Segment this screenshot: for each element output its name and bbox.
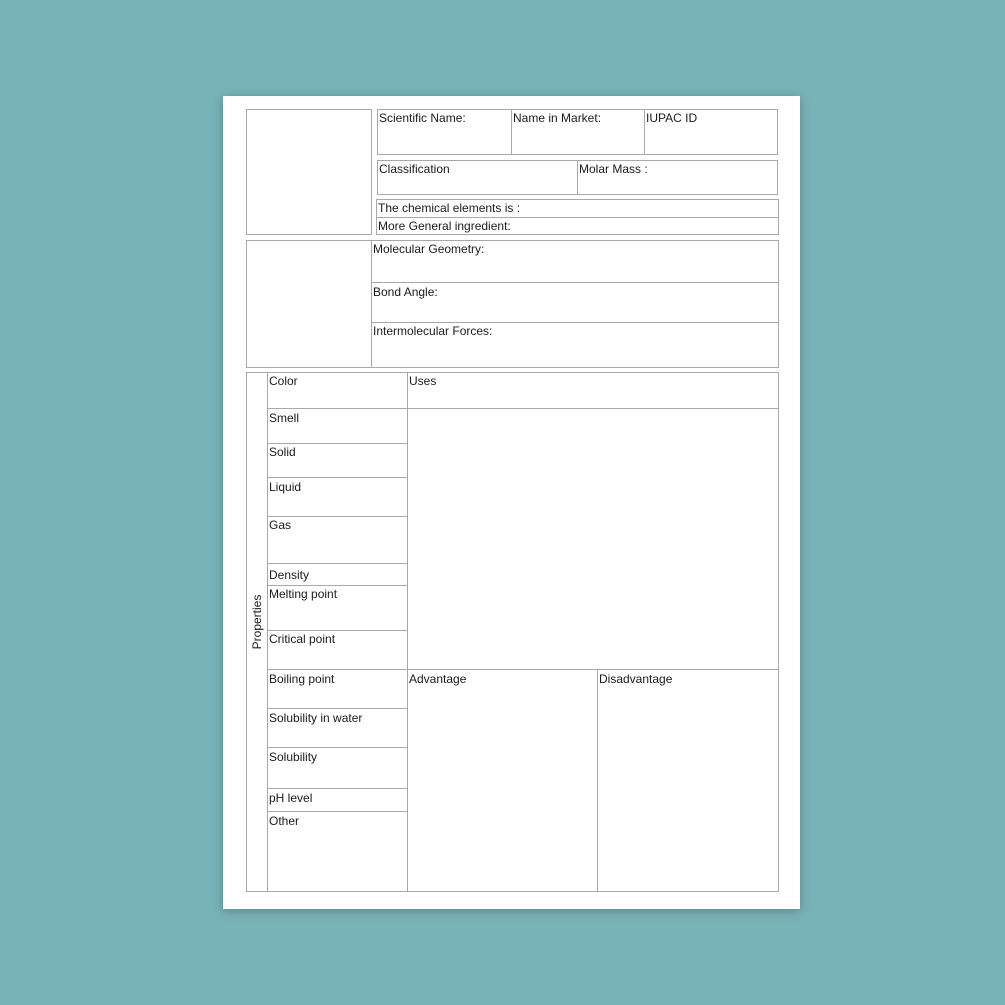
divider: [267, 443, 407, 444]
divider: [407, 408, 779, 409]
divider: [267, 563, 407, 564]
divider: [577, 160, 578, 195]
property-label: Solid: [269, 445, 296, 459]
divider: [267, 408, 407, 409]
bond-angle-label: Bond Angle:: [373, 285, 438, 299]
property-label: Solubility: [269, 750, 318, 764]
divider: [597, 669, 598, 892]
structure-section: [246, 240, 779, 368]
chemical-elements-label: The chemical elements is :: [378, 201, 521, 215]
divider: [267, 630, 407, 631]
divider: [371, 282, 779, 283]
property-label: Liquid: [269, 480, 302, 494]
iupac-id-label: IUPAC ID: [646, 111, 698, 125]
property-label: Boiling point: [269, 672, 335, 686]
divider: [267, 788, 407, 789]
divider: [267, 372, 268, 892]
divider: [267, 708, 407, 709]
property-label: Density: [269, 568, 310, 582]
divider: [267, 516, 407, 517]
uses-label: Uses: [409, 374, 437, 388]
classification-label: Classification: [379, 162, 450, 176]
divider: [267, 747, 407, 748]
divider: [371, 322, 779, 323]
general-ingredient-label: More General ingredient:: [378, 219, 511, 233]
divider: [376, 217, 779, 218]
molecular-geometry-label: Molecular Geometry:: [373, 242, 485, 256]
intermolecular-forces-label: Intermolecular Forces:: [373, 324, 493, 338]
property-label: Gas: [269, 518, 292, 532]
property-label: Other: [269, 814, 300, 828]
divider: [407, 372, 408, 892]
property-label: Critical point: [269, 632, 336, 646]
divider: [267, 811, 407, 812]
worksheet-page: [223, 96, 800, 909]
property-label: Smell: [269, 411, 300, 425]
divider: [407, 669, 779, 670]
divider: [267, 669, 407, 670]
scientific-name-label: Scientific Name:: [379, 111, 466, 125]
advantage-label: Advantage: [409, 672, 467, 686]
properties-title: Properties: [250, 594, 264, 650]
image-box-top: [246, 109, 372, 235]
disadvantage-label: Disadvantage: [599, 672, 673, 686]
property-label: Solubility in water: [269, 711, 363, 725]
name-in-market-label: Name in Market:: [513, 111, 602, 125]
divider: [267, 585, 407, 586]
divider: [371, 240, 372, 368]
property-label: Melting point: [269, 587, 338, 601]
property-label: Color: [269, 374, 298, 388]
property-label: pH level: [269, 791, 313, 805]
divider: [267, 477, 407, 478]
molar-mass-label: Molar Mass :: [579, 162, 648, 176]
divider: [644, 109, 645, 155]
divider: [511, 109, 512, 155]
